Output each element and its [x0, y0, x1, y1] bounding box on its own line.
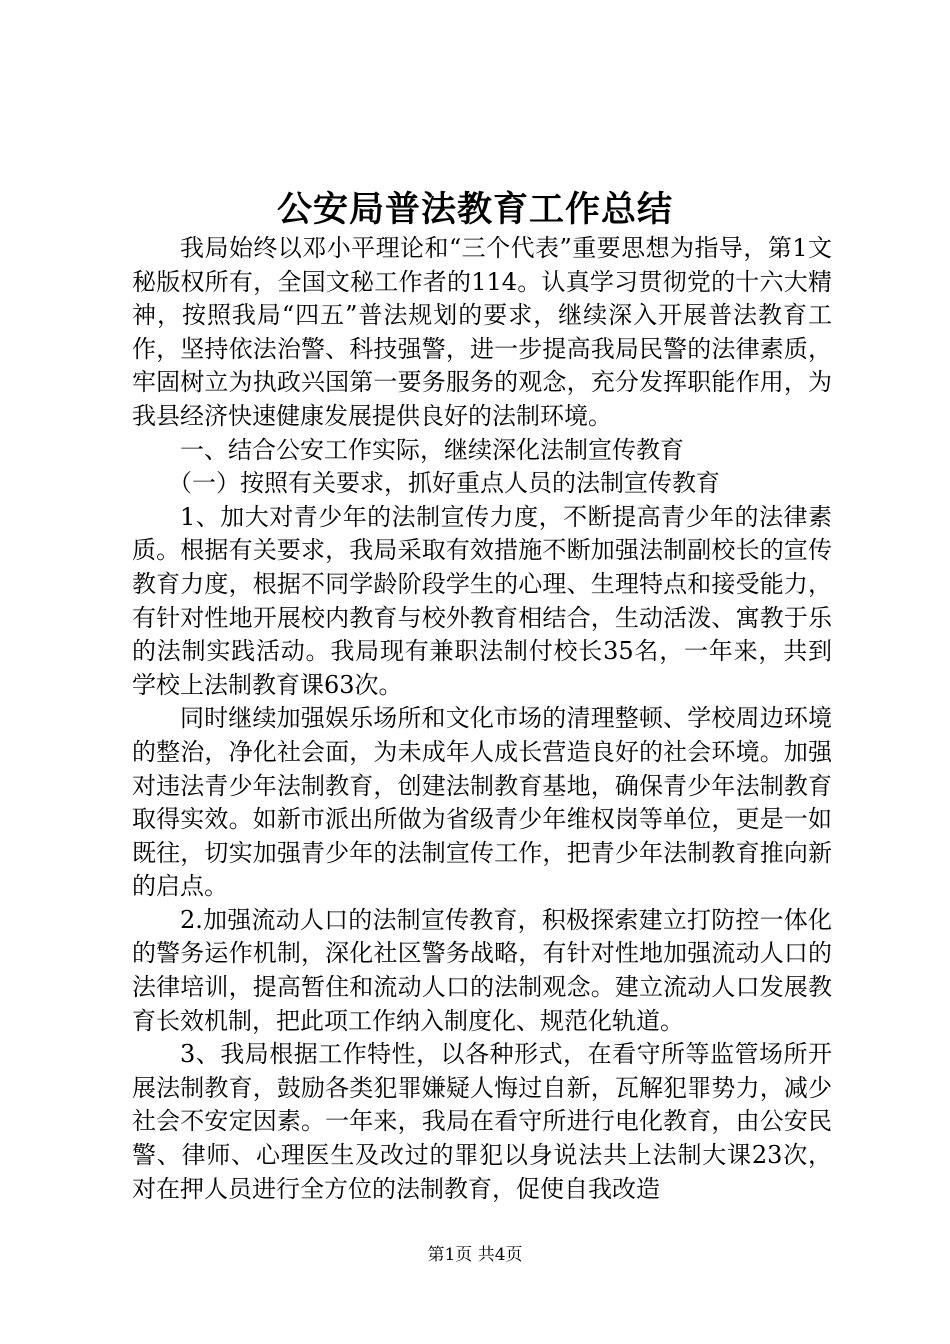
page-footer: 第1页 共4页 — [427, 1245, 523, 1265]
document-body — [132, 232, 832, 1206]
item-3-paragraph: 3、我局根据工作特性，以各种形式，在看守所等监管场所开展法制教育，鼓励各类犯罪嫌疑人悔过自新，瓦解犯罪势力，减少社会不安定因素。一年来，我局在看守所进行电化教育，由公安民警、律师、心理医生及改过的罪犯以身说法共上法制大课23次，对在押人员进行全方位的法制教育，促使自我改造 — [132, 1040, 832, 1203]
intro-paragraph: 我局始终以邓小平理论和“三个代表”重要思想为指导，第1文秘版权所有，全国文秘工作者的114。认真学习贯彻党的十六大精神，按照我局“四五”普法规划的要求，继续深入开展普法教育工作，坚持依法治警、科技强警，进一步提高我局民警的法律素质，牢固树立为执政兴国第一要务服务的观念，充分发挥职能作用，为我县经济快速健康发展提供良好的法制环境。 — [132, 234, 832, 430]
item-2-paragraph: 2.加强流动人口的法制宣传教育，积极探索建立打防控一体化的警务运作机制，深化社区警务战略，有针对性地加强流动人口的法律培训，提高暂住和流动人口的法制观念。建立流动人口发展教育长效机制，把此项工作纳入制度化、规范化轨道。 — [132, 905, 832, 1035]
item-1-continued-paragraph: 同时继续加强娱乐场所和文化市场的清理整顿、学校周边环境的整治，净化社会面，为未成年人成长营造良好的社会环境。加强对违法青少年法制教育，创建法制教育基地，确保青少年法制教育取得实效。如新市派出所做为省级青少年维权岗等单位，更是一如既往，切实加强青少年的法制宣传工作，把青少年法制教育推向新的启点。 — [132, 704, 832, 901]
item-1-paragraph: 1、加大对青少年的法制宣传力度，不断提高青少年的法律素质。根据有关要求，我局采取有效措施不断加强法制副校长的宣传教育力度，根据不同学龄阶段学生的心理、生理特点和接受能力，有针对性地开展校内教育与校外教育相结合，生动活泼、寓教于乐的法制实践活动。我局现有兼职法制付校长35名，一年来，共到学校上法制教育课63次。 — [132, 502, 832, 699]
subsection-heading-1-1: （一）按照有关要求，抓好重点人员的法制宣传教育 — [168, 469, 720, 498]
document-title: 公安局普法教育工作总结 — [276, 189, 673, 230]
section-heading-1: 一、结合公安工作实际，继续深化法制宣传教育 — [180, 435, 684, 464]
